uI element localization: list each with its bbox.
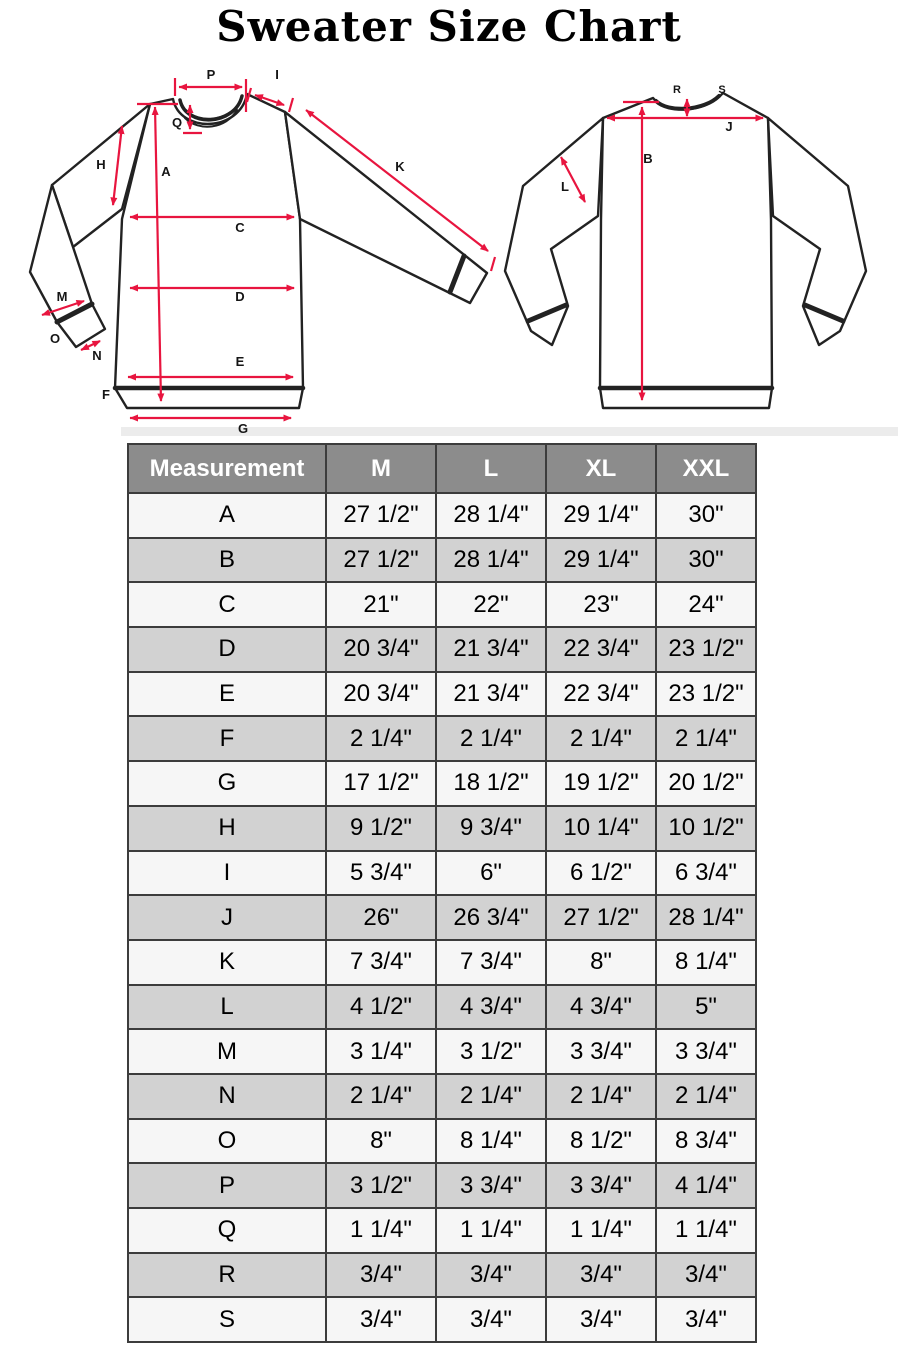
table-row: [128, 985, 756, 1030]
front-label-h: H: [96, 157, 106, 172]
value-l: 3/4": [436, 1297, 546, 1342]
measurement-letter: G: [128, 761, 326, 806]
value-l: 28 1/4": [436, 493, 546, 538]
value-m: 1 1/4": [326, 1208, 436, 1253]
sweater-measurement-diagram: [0, 0, 898, 443]
value-m: 27 1/2": [326, 538, 436, 583]
value-xl: 19 1/2": [546, 761, 656, 806]
front-label-p: P: [206, 67, 216, 82]
value-xxl: 6 3/4": [656, 851, 756, 896]
value-xxl: 3 3/4": [656, 1029, 756, 1074]
measurement-letter: B: [128, 538, 326, 583]
value-m: 3/4": [326, 1297, 436, 1342]
value-m: 17 1/2": [326, 761, 436, 806]
measurement-letter: H: [128, 806, 326, 851]
value-l: 9 3/4": [436, 806, 546, 851]
value-xxl: 2 1/4": [656, 716, 756, 761]
front-label-o: O: [49, 331, 61, 346]
value-xl: 8 1/2": [546, 1119, 656, 1164]
value-xxl: 3/4": [656, 1253, 756, 1298]
value-l: 6": [436, 851, 546, 896]
value-xl: 22 3/4": [546, 672, 656, 717]
table-row: [128, 761, 756, 806]
back-label-s: S: [718, 84, 726, 96]
value-xxl: 23 1/2": [656, 627, 756, 672]
value-xxl: 30": [656, 538, 756, 583]
front-label-k: K: [395, 159, 405, 174]
value-l: 8 1/4": [436, 1119, 546, 1164]
value-l: 3/4": [436, 1253, 546, 1298]
value-xxl: 20 1/2": [656, 761, 756, 806]
col-header-measurement: Measurement: [128, 444, 326, 493]
table-row: [128, 582, 756, 627]
table-row: [128, 1163, 756, 1208]
measurement-letter: C: [128, 582, 326, 627]
value-m: 20 3/4": [326, 672, 436, 717]
col-header-m: M: [326, 444, 436, 493]
value-xxl: 2 1/4": [656, 1074, 756, 1119]
measurement-letter: F: [128, 716, 326, 761]
measurement-letter: M: [128, 1029, 326, 1074]
value-m: 2 1/4": [326, 1074, 436, 1119]
value-xl: 23": [546, 582, 656, 627]
value-m: 9 1/2": [326, 806, 436, 851]
table-body: [128, 493, 756, 1342]
value-m: 2 1/4": [326, 716, 436, 761]
value-xxl: 4 1/4": [656, 1163, 756, 1208]
measurement-letter: I: [128, 851, 326, 896]
value-l: 3 3/4": [436, 1163, 546, 1208]
value-m: 5 3/4": [326, 851, 436, 896]
front-label-e: E: [235, 354, 245, 369]
value-m: 7 3/4": [326, 940, 436, 985]
back-sweater-drawing: [505, 93, 866, 408]
value-xxl: 10 1/2": [656, 806, 756, 851]
value-xl: 3/4": [546, 1297, 656, 1342]
value-xl: 1 1/4": [546, 1208, 656, 1253]
table-header-row: [128, 444, 756, 493]
value-xl: 3/4": [546, 1253, 656, 1298]
front-label-d: D: [235, 289, 245, 304]
value-xl: 4 3/4": [546, 985, 656, 1030]
value-m: 3 1/4": [326, 1029, 436, 1074]
back-label-r: R: [673, 84, 681, 96]
table-row: [128, 806, 756, 851]
table-row: [128, 940, 756, 985]
value-xl: 3 3/4": [546, 1163, 656, 1208]
table-row: [128, 1208, 756, 1253]
measurement-letter: O: [128, 1119, 326, 1164]
value-l: 22": [436, 582, 546, 627]
table-row: [128, 895, 756, 940]
front-label-f: F: [102, 387, 110, 402]
front-label-a: A: [161, 164, 171, 179]
back-label-b: B: [643, 151, 653, 166]
measurement-letter: Q: [128, 1208, 326, 1253]
table-row: [128, 1029, 756, 1074]
value-m: 4 1/2": [326, 985, 436, 1030]
value-xxl: 30": [656, 493, 756, 538]
value-l: 21 3/4": [436, 672, 546, 717]
value-xl: 22 3/4": [546, 627, 656, 672]
front-label-q: Q: [171, 115, 183, 130]
value-m: 26": [326, 895, 436, 940]
table-row: [128, 1253, 756, 1298]
value-xxl: 8 3/4": [656, 1119, 756, 1164]
table-row: [128, 716, 756, 761]
measurement-letter: L: [128, 985, 326, 1030]
value-xxl: 5": [656, 985, 756, 1030]
col-header-xl: XL: [546, 444, 656, 493]
value-xl: 10 1/4": [546, 806, 656, 851]
value-m: 8": [326, 1119, 436, 1164]
value-m: 3 1/2": [326, 1163, 436, 1208]
col-header-xxl: XXL: [656, 444, 756, 493]
measurement-letter: E: [128, 672, 326, 717]
table-row: [128, 851, 756, 896]
table-row: [128, 1119, 756, 1164]
value-xl: 2 1/4": [546, 716, 656, 761]
col-header-l: L: [436, 444, 546, 493]
measurement-letter: D: [128, 627, 326, 672]
value-l: 28 1/4": [436, 538, 546, 583]
measurement-letter: J: [128, 895, 326, 940]
front-label-g: G: [237, 421, 249, 436]
value-xl: 29 1/4": [546, 538, 656, 583]
measurement-letter: S: [128, 1297, 326, 1342]
value-m: 27 1/2": [326, 493, 436, 538]
measurement-letter: R: [128, 1253, 326, 1298]
value-xl: 29 1/4": [546, 493, 656, 538]
value-xxl: 8 1/4": [656, 940, 756, 985]
value-xl: 3 3/4": [546, 1029, 656, 1074]
value-l: 7 3/4": [436, 940, 546, 985]
value-l: 4 3/4": [436, 985, 546, 1030]
front-label-c: C: [235, 220, 245, 235]
front-label-m: M: [56, 289, 68, 304]
value-l: 2 1/4": [436, 716, 546, 761]
front-label-n: N: [92, 348, 102, 363]
front-label-i: I: [275, 67, 279, 82]
table-row: [128, 672, 756, 717]
back-label-j: J: [725, 119, 733, 134]
value-xxl: 3/4": [656, 1297, 756, 1342]
measurement-letter: K: [128, 940, 326, 985]
value-xl: 6 1/2": [546, 851, 656, 896]
measurement-letter: P: [128, 1163, 326, 1208]
value-l: 21 3/4": [436, 627, 546, 672]
table-row: [128, 1297, 756, 1342]
value-xl: 8": [546, 940, 656, 985]
value-xxl: 23 1/2": [656, 672, 756, 717]
value-xl: 27 1/2": [546, 895, 656, 940]
table-row: [128, 1074, 756, 1119]
table-row: [128, 538, 756, 583]
size-chart-table: [127, 443, 757, 1343]
value-l: 2 1/4": [436, 1074, 546, 1119]
value-m: 3/4": [326, 1253, 436, 1298]
value-l: 1 1/4": [436, 1208, 546, 1253]
page-title: Sweater Size Chart: [216, 2, 682, 51]
table-row: [128, 627, 756, 672]
back-label-l: L: [561, 179, 569, 194]
table-row: [128, 493, 756, 538]
value-l: 3 1/2": [436, 1029, 546, 1074]
value-m: 20 3/4": [326, 627, 436, 672]
value-m: 21": [326, 582, 436, 627]
measurement-letter: N: [128, 1074, 326, 1119]
value-l: 26 3/4": [436, 895, 546, 940]
value-xl: 2 1/4": [546, 1074, 656, 1119]
value-l: 18 1/2": [436, 761, 546, 806]
value-xxl: 28 1/4": [656, 895, 756, 940]
value-xxl: 1 1/4": [656, 1208, 756, 1253]
value-xxl: 24": [656, 582, 756, 627]
measurement-letter: A: [128, 493, 326, 538]
